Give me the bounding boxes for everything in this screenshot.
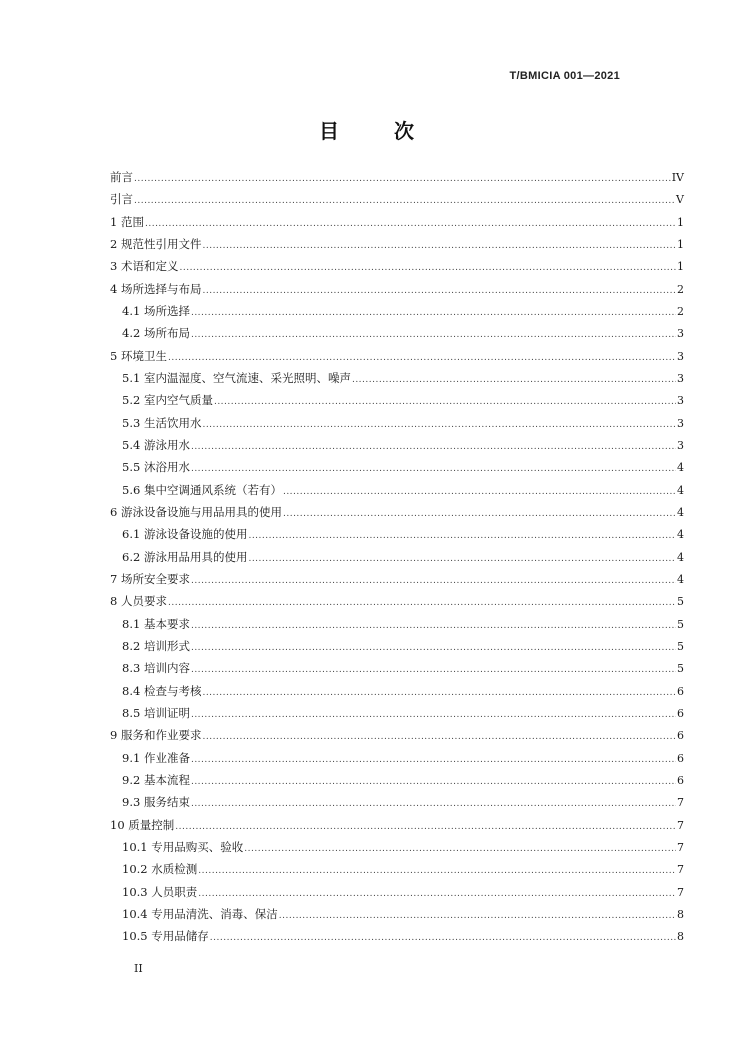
toc-entry-page: 2: [677, 282, 684, 296]
toc-entry-label: 10.2 水质检测: [122, 862, 198, 877]
toc-dot-leader: [202, 726, 676, 748]
toc-entry[interactable]: [110, 568, 684, 590]
toc-entry-label: 4.1 场所选择: [122, 303, 190, 318]
toc-entry-label: 引言: [110, 192, 133, 207]
toc-entry-label: 5.5 沐浴用水: [122, 460, 190, 475]
toc-entry[interactable]: [110, 858, 684, 880]
toc-entry-page: 4: [677, 483, 684, 497]
toc-entry-page: 8: [677, 907, 684, 921]
toc-entry-label: 5 环境卫生: [110, 348, 167, 363]
toc-entry[interactable]: [110, 546, 684, 568]
toc-dot-leader: [202, 682, 676, 704]
toc-dot-leader: [279, 905, 676, 927]
toc-entry-page: 3: [677, 349, 684, 363]
page-number: II: [134, 962, 143, 975]
toc-entry-page: 4: [677, 550, 684, 564]
toc-entry[interactable]: [110, 211, 684, 233]
toc-entry-label: 8 人员要求: [110, 594, 167, 609]
toc-entry-page: 3: [677, 327, 684, 341]
toc-entry[interactable]: [110, 456, 684, 478]
toc-dot-leader: [168, 347, 676, 369]
toc-entry[interactable]: [110, 367, 684, 389]
toc-entry-page: 6: [677, 729, 684, 743]
toc-dot-leader: [145, 213, 676, 235]
toc-dot-leader: [191, 324, 676, 346]
toc-dot-leader: [202, 235, 676, 257]
toc-entry[interactable]: [110, 479, 684, 501]
table-of-contents: [110, 166, 684, 947]
toc-entry-label: 6 游泳设备设施与用品用具的使用: [110, 504, 282, 519]
toc-entry[interactable]: [110, 389, 684, 411]
toc-entry-page: 3: [677, 371, 684, 385]
toc-dot-leader: [175, 816, 676, 838]
toc-entry[interactable]: [110, 233, 684, 255]
toc-dot-leader: [248, 548, 676, 570]
toc-entry[interactable]: [110, 345, 684, 367]
toc-dot-leader: [191, 771, 676, 793]
toc-dot-leader: [191, 615, 676, 637]
toc-entry-page: 6: [677, 751, 684, 765]
toc-entry[interactable]: [110, 925, 684, 947]
toc-entry[interactable]: [110, 255, 684, 277]
toc-dot-leader: [202, 414, 676, 436]
document-code: T/BMICIA 001—2021: [509, 70, 620, 82]
toc-entry-label: 前言: [110, 170, 133, 184]
toc-dot-leader: [244, 838, 676, 860]
toc-entry-label: 8.4 检查与考核: [122, 683, 202, 698]
toc-entry[interactable]: [110, 903, 684, 925]
toc-entry-label: 10.4 专用品清洗、消毒、保洁: [122, 906, 278, 921]
toc-entry[interactable]: [110, 791, 684, 813]
toc-dot-leader: [198, 883, 676, 905]
toc-dot-leader: [191, 793, 676, 815]
toc-entry[interactable]: [110, 188, 684, 210]
toc-entry-page: 3: [677, 438, 684, 452]
toc-entry-page: 6: [677, 706, 684, 720]
toc-entry[interactable]: [110, 501, 684, 523]
toc-entry-page: 4: [677, 461, 684, 475]
toc-entry-label: 9 服务和作业要求: [110, 728, 202, 743]
toc-entry[interactable]: [110, 523, 684, 545]
toc-dot-leader: [283, 503, 676, 525]
toc-entry-label: 9.1 作业准备: [122, 750, 190, 765]
toc-entry[interactable]: [110, 590, 684, 612]
toc-entry-page: 5: [677, 639, 684, 653]
toc-entry[interactable]: [110, 724, 684, 746]
toc-entry[interactable]: [110, 747, 684, 769]
toc-entry-label: 2 规范性引用文件: [110, 236, 202, 251]
toc-entry-page: 7: [677, 818, 684, 832]
toc-entry-page: 5: [677, 617, 684, 631]
toc-entry-page: 6: [677, 684, 684, 698]
toc-entry-page: 6: [677, 773, 684, 787]
toc-entry-page: 5: [677, 662, 684, 676]
toc-entry-page: 4: [677, 572, 684, 586]
toc-entry-label: 8.5 培训证明: [122, 705, 190, 720]
toc-entry-label: 4.2 场所布局: [122, 326, 190, 341]
toc-dot-leader: [191, 704, 676, 726]
toc-entry-page: 3: [677, 416, 684, 430]
toc-entry-page: 1: [677, 260, 684, 274]
toc-dot-leader: [248, 525, 676, 547]
toc-dot-leader: [191, 458, 676, 480]
toc-dot-leader: [191, 637, 676, 659]
toc-entry[interactable]: [110, 300, 684, 322]
toc-entry-page: IV: [671, 171, 684, 184]
toc-entry[interactable]: [110, 635, 684, 657]
toc-entry-label: 6.2 游泳用品用具的使用: [122, 549, 248, 564]
toc-entry-page: 1: [677, 237, 684, 251]
toc-entry-page: 5: [677, 595, 684, 609]
toc-entry-label: 10.5 专用品储存: [122, 929, 209, 944]
toc-entry-label: 8.2 培训形式: [122, 638, 190, 653]
toc-entry-label: 3 术语和定义: [110, 259, 179, 274]
toc-entry[interactable]: [110, 836, 684, 858]
toc-entry-page: 7: [677, 863, 684, 877]
toc-entry-page: 7: [677, 840, 684, 854]
toc-entry-label: 6.1 游泳设备设施的使用: [122, 527, 248, 542]
toc-entry[interactable]: [110, 434, 684, 456]
toc-entry[interactable]: [110, 412, 684, 434]
toc-entry[interactable]: [110, 769, 684, 791]
toc-dot-leader: [134, 190, 675, 212]
toc-entry-label: 10 质量控制: [110, 817, 175, 832]
toc-entry-label: 5.2 室内空气质量: [122, 393, 213, 408]
toc-entry[interactable]: [110, 613, 684, 635]
toc-dot-leader: [191, 570, 676, 592]
toc-entry[interactable]: [110, 814, 684, 836]
toc-dot-leader: [210, 927, 676, 949]
toc-dot-leader: [191, 436, 676, 458]
toc-dot-leader: [191, 749, 676, 771]
toc-entry-label: 5.3 生活饮用水: [122, 415, 202, 430]
toc-entry[interactable]: [110, 680, 684, 702]
toc-dot-leader: [179, 257, 676, 279]
toc-entry-page: 8: [677, 930, 684, 944]
toc-dot-leader: [168, 592, 676, 614]
toc-dot-leader: [214, 391, 676, 413]
toc-entry-label: 9.3 服务结束: [122, 795, 190, 810]
toc-entry-label: 9.2 基本流程: [122, 772, 190, 787]
toc-entry-page: 7: [677, 885, 684, 899]
toc-entry-page: 1: [677, 215, 684, 229]
toc-entry-label: 10.3 人员职责: [122, 884, 198, 899]
toc-entry-label: 5.4 游泳用水: [122, 437, 190, 452]
toc-entry-label: 1 范围: [110, 214, 144, 229]
toc-entry[interactable]: [110, 881, 684, 903]
toc-entry[interactable]: [110, 657, 684, 679]
toc-entry[interactable]: [110, 166, 684, 188]
toc-entry-page: 4: [677, 528, 684, 542]
toc-entry-label: 5.6 集中空调通风系统（若有）: [122, 482, 282, 497]
toc-dot-leader: [352, 369, 676, 391]
toc-entry-page: 2: [677, 304, 684, 318]
toc-entry-label: 8.3 培训内容: [122, 661, 190, 676]
toc-entry-label: 4 场所选择与布局: [110, 281, 202, 296]
toc-dot-leader: [134, 168, 671, 190]
toc-entry-page: V: [676, 193, 684, 207]
toc-entry-label: 7 场所安全要求: [110, 571, 190, 586]
toc-dot-leader: [191, 302, 676, 324]
toc-entry-page: 4: [677, 505, 684, 519]
toc-dot-leader: [202, 280, 676, 302]
toc-dot-leader: [283, 481, 676, 503]
toc-dot-leader: [198, 860, 676, 882]
toc-entry-page: 3: [677, 394, 684, 408]
toc-dot-leader: [191, 659, 676, 681]
toc-entry[interactable]: [110, 322, 684, 344]
page-title: 目 次: [319, 119, 438, 143]
toc-entry-page: 7: [677, 796, 684, 810]
toc-entry-label: 5.1 室内温湿度、空气流速、采光照明、噪声: [122, 370, 351, 385]
toc-entry[interactable]: [110, 702, 684, 724]
toc-entry-label: 10.1 专用品购买、验收: [122, 839, 244, 854]
toc-entry[interactable]: [110, 278, 684, 300]
toc-entry-label: 8.1 基本要求: [122, 616, 190, 631]
